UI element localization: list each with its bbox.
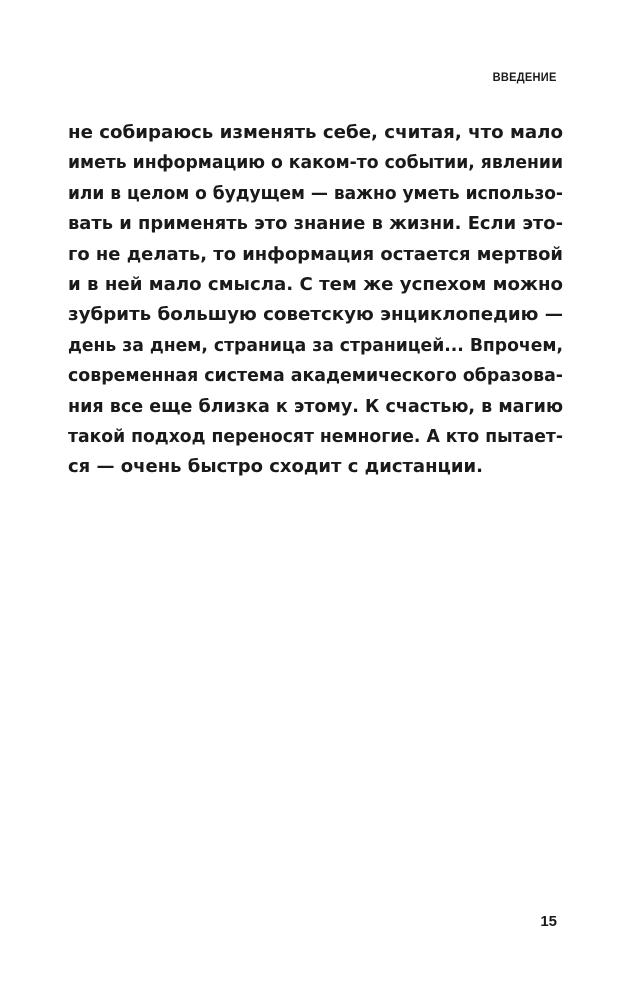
- text-line: день за днем, страница за страницей... Впрочем,: [68, 334, 563, 356]
- text-line: зубрить большую советскую энциклопедию —: [68, 304, 563, 326]
- text-line: и в ней мало смысла. С тем же успехом можно: [68, 274, 563, 296]
- text-line: ся — очень быстро сходит с дистанции.: [68, 456, 483, 478]
- text-line: ния все еще близка к этому. К счастью, в магию: [68, 395, 563, 417]
- text-line: вать и применять это знание в жизни. Если это-: [68, 213, 563, 235]
- text-line: не собираюсь изменять себе, считая, что мало: [68, 122, 563, 143]
- text-line: такой подход переносят немногие. А кто пытает-: [68, 426, 563, 448]
- text-line: или в целом о будущем — важно уметь использо-: [68, 182, 563, 204]
- running-head: ВВЕДЕНИЕ: [492, 70, 557, 84]
- text-line: го не делать, то информация остается мертвой: [68, 243, 563, 265]
- text-line: современная система академического образова-: [68, 365, 563, 387]
- body-text: [68, 118, 563, 483]
- page-number: 15: [540, 913, 557, 930]
- text-line: иметь информацию о каком-то событии, явлении: [68, 152, 563, 174]
